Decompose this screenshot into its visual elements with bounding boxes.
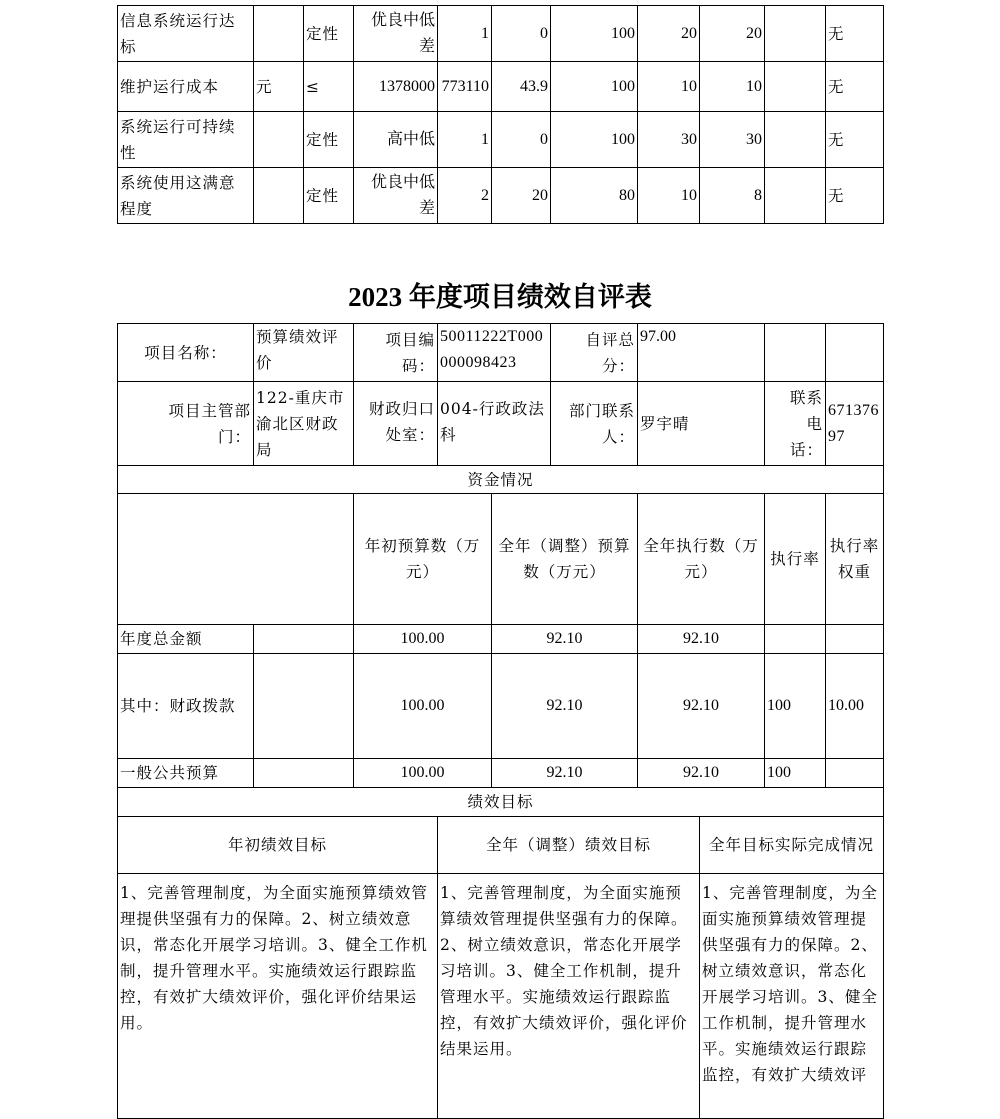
indicator-actual: 2: [438, 168, 492, 224]
funds-header-row: [118, 494, 884, 625]
funds-weight: [826, 759, 884, 788]
empty-cell: [254, 625, 354, 654]
indicator-value-2: 100: [551, 112, 638, 168]
indicator-value-3: 10: [638, 168, 700, 224]
project-code-value: 50011222T000000098423: [438, 324, 551, 382]
indicator-value-5: [765, 168, 826, 224]
goals-header-actual: 全年目标实际完成情况: [700, 817, 884, 874]
indicator-note: 无: [826, 168, 884, 224]
score-value: 97.00: [638, 324, 765, 382]
funds-initial: 100.00: [354, 654, 492, 759]
indicator-value-3: 20: [638, 6, 700, 62]
indicator-row: [118, 168, 884, 224]
empty-cell: [254, 759, 354, 788]
indicator-target: 高中低: [354, 112, 438, 168]
indicator-row: [118, 112, 884, 168]
indicator-value-3: 30: [638, 112, 700, 168]
indicator-name: 信息系统运行达标: [118, 6, 254, 62]
funds-section-title: 资金情况: [118, 466, 884, 494]
indicator-value-2: 100: [551, 6, 638, 62]
indicator-operator: 定性: [304, 112, 354, 168]
indicator-operator: 定性: [304, 6, 354, 62]
funds-adjusted: 92.10: [492, 654, 638, 759]
goals-header-initial: 年初绩效目标: [118, 817, 438, 874]
funds-weight: 10.00: [826, 654, 884, 759]
evaluation-table: [117, 323, 884, 1119]
indicator-value-4: 8: [700, 168, 765, 224]
goals-section-row: [118, 788, 884, 817]
project-code-label: 项目编码：: [354, 324, 438, 382]
empty-cell: [826, 324, 884, 382]
indicator-value-5: [765, 62, 826, 112]
phone-value: 67137697: [826, 382, 884, 466]
funds-header-rate: 执行率: [765, 494, 826, 625]
indicator-row: [118, 62, 884, 112]
funds-header-executed: 全年执行数（万元）: [638, 494, 765, 625]
indicator-note: 无: [826, 62, 884, 112]
phone-label: 联系电话：: [765, 382, 826, 466]
contact-label: 部门联系人：: [551, 382, 638, 466]
goals-actual-text: 1、完善管理制度，为全面实施预算绩效管理提供坚强有力的保障。2、树立绩效意识，常态化开展学习培训。3、健全工作机制，提升管理水平。实施绩效运行跟踪监控，有效扩大绩效评: [700, 874, 884, 1119]
funds-row-label: 其中：财政拨款: [118, 654, 254, 759]
funds-rate: 100: [765, 759, 826, 788]
indicator-unit: 元: [254, 62, 304, 112]
funds-row-label: 年度总金额: [118, 625, 254, 654]
goals-initial-text: 1、完善管理制度，为全面实施预算绩效管理提供坚强有力的保障。2、树立绩效意识，常态化开展学习培训。3、健全工作机制，提升管理水平。实施绩效运行跟踪监控，有效扩大绩效评价，强化评价结果运用。: [118, 874, 438, 1119]
funds-row: [118, 625, 884, 654]
funds-row: [118, 654, 884, 759]
funds-weight: [826, 625, 884, 654]
funds-initial: 100.00: [354, 625, 492, 654]
indicator-note: 无: [826, 112, 884, 168]
funds-body: [118, 625, 884, 788]
dept-label: 项目主管部门：: [118, 382, 254, 466]
funds-rate: 100: [765, 654, 826, 759]
indicator-unit: [254, 168, 304, 224]
indicator-actual: 1: [438, 6, 492, 62]
indicator-name: 系统使用这满意程度: [118, 168, 254, 224]
indicator-name: 系统运行可持续性: [118, 112, 254, 168]
funds-executed: 92.10: [638, 654, 765, 759]
funds-adjusted: 92.10: [492, 625, 638, 654]
indicator-operator: 定性: [304, 168, 354, 224]
indicator-value-4: 10: [700, 62, 765, 112]
info-row-1: [118, 324, 884, 382]
funds-executed: 92.10: [638, 625, 765, 654]
indicator-value-2: 100: [551, 62, 638, 112]
indicator-note: 无: [826, 6, 884, 62]
indicator-value-1: 20: [492, 168, 551, 224]
empty-cell: [254, 654, 354, 759]
funds-rate: [765, 625, 826, 654]
funds-header-initial: 年初预算数（万元）: [354, 494, 492, 625]
indicator-unit: [254, 6, 304, 62]
indicator-table-body: [118, 6, 884, 224]
indicator-value-3: 10: [638, 62, 700, 112]
dept-value: 122-重庆市渝北区财政局: [254, 382, 354, 466]
funds-initial: 100.00: [354, 759, 492, 788]
office-value: 004-行政政法科: [438, 382, 551, 466]
indicator-value-5: [765, 6, 826, 62]
indicator-table: [117, 5, 884, 224]
project-name-value: 预算绩效评价: [254, 324, 354, 382]
indicator-row: [118, 6, 884, 62]
funds-row-label: 一般公共预算: [118, 759, 254, 788]
office-label: 财政归口处室：: [354, 382, 438, 466]
indicator-value-1: 0: [492, 112, 551, 168]
funds-header-adjusted: 全年（调整）预算数（万元）: [492, 494, 638, 625]
funds-executed: 92.10: [638, 759, 765, 788]
indicator-target: 优良中低差: [354, 6, 438, 62]
score-label: 自评总分：: [551, 324, 638, 382]
funds-adjusted: 92.10: [492, 759, 638, 788]
contact-value: 罗宇晴: [638, 382, 765, 466]
indicator-value-5: [765, 112, 826, 168]
project-name-label: 项目名称：: [118, 324, 254, 382]
indicator-actual: 773110: [438, 62, 492, 112]
indicator-value-1: 0: [492, 6, 551, 62]
indicator-value-4: 20: [700, 6, 765, 62]
indicator-unit: [254, 112, 304, 168]
page-title: 2023 年度项目绩效自评表: [348, 282, 652, 312]
funds-section-row: [118, 466, 884, 494]
indicator-target: 优良中低差: [354, 168, 438, 224]
indicator-name: 维护运行成本: [118, 62, 254, 112]
funds-row: [118, 759, 884, 788]
goals-header-row: [118, 817, 884, 874]
goals-header-adjusted: 全年（调整）绩效目标: [438, 817, 700, 874]
goals-content-row: [118, 874, 884, 1119]
indicator-value-1: 43.9: [492, 62, 551, 112]
indicator-actual: 1: [438, 112, 492, 168]
goals-section-title: 绩效目标: [118, 788, 884, 817]
goals-adjusted-text: 1、完善管理制度，为全面实施预算绩效管理提供坚强有力的保障。2、树立绩效意识，常态化开展学习培训。3、健全工作机制，提升管理水平。实施绩效运行跟踪监控，有效扩大绩效评价，强化评价结果运用。: [438, 874, 700, 1119]
empty-cell: [118, 494, 354, 625]
empty-cell: [765, 324, 826, 382]
indicator-target: 1378000: [354, 62, 438, 112]
indicator-operator: ≤: [304, 62, 354, 112]
funds-header-weight: 执行率权重: [826, 494, 884, 625]
indicator-value-2: 80: [551, 168, 638, 224]
indicator-value-4: 30: [700, 112, 765, 168]
info-row-2: [118, 382, 884, 466]
